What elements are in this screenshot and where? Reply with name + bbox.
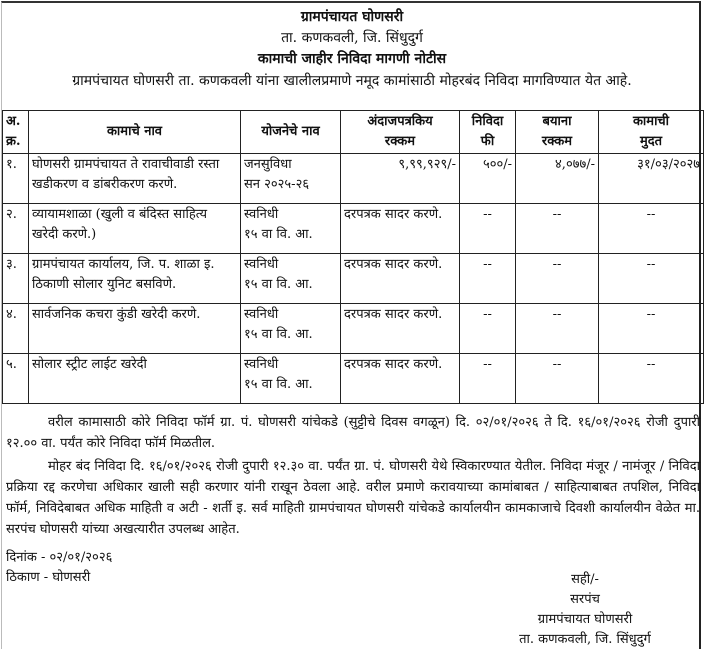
notice-intro: ग्रामपंचायत घोणसरी ता. कणकवली यांना खालीलप्रमाणे नमूद कामांसाठी मोहरबंद निविदा मागविण्यात येत आहे.: [72, 73, 632, 89]
notice-place: ठिकाण - घोणसरी: [6, 570, 91, 585]
designation: सरपंच: [570, 592, 600, 607]
table-row: [3, 254, 704, 304]
signature: सही/-: [571, 572, 599, 587]
works-table: [2, 110, 704, 404]
cell-scheme: जनसुविधा सन २०२५-२६: [241, 154, 341, 204]
cell-work: सोलार स्ट्रीट लाईट खरेदी: [29, 354, 241, 404]
col-header-deposit: बयाना रक्कम: [516, 111, 599, 154]
col-header-fee: निविदा फी: [460, 111, 516, 154]
cell-scheme: स्वनिधी १५ वा वि. आ.: [241, 204, 341, 254]
cell-deposit: ४,०७७/-: [516, 154, 599, 204]
cell-fee: --: [460, 254, 516, 304]
cell-duration: --: [599, 204, 704, 254]
cell-estimate: दरपत्रक सादर करणे.: [341, 354, 460, 404]
notice-title: कामाची जाहीर निविदा मागणी नोटीस: [257, 51, 447, 67]
cell-work: ग्रामपंचायत कार्यालय, जि. प. शाळा इ. ठिकाणी सोलार युनिट बसविणे.: [29, 254, 241, 304]
signatory-org: ग्रामपंचायत घोणसरी: [537, 612, 633, 627]
org-name: ग्रामपंचायत घोणसरी: [300, 9, 404, 25]
form-availability-paragraph: वरील कामासाठी कोरे निविदा फॉर्म ग्रा. पं. घोणसरी यांचेकडे (सुट्टीचे दिवस वगळून) दि. ०२/०१/२०२६ ते दि. १६/०१/२०२६ रोजी दुपारी १२.०० वा. पर्यंत कोरे निविदा फॉर्म मिळतील.: [6, 415, 700, 451]
table-row: [3, 154, 704, 204]
table-row: [3, 304, 704, 354]
cell-sr: ५.: [3, 354, 29, 404]
cell-work: सार्वजनिक कचरा कुंडी खरेदी करणे.: [29, 304, 241, 354]
cell-sr: १.: [3, 154, 29, 204]
cell-duration: --: [599, 304, 704, 354]
cell-scheme: स्वनिधी १५ वा वि. आ.: [241, 354, 341, 404]
submission-terms-paragraph: मोहर बंद निविदा दि. १६/०१/२०२६ रोजी दुपारी १२.३० वा. पर्यंत ग्रा. पं. घोणसरी येथे स्विकारण्यात येतील. निविदा मंजूर / नामंजूर / निविदा प्रक्रिया रद्द करणेचा अधिकार खाली सही करणार यांनी राखून ठेवला आहे. वरील प्रमाणे करावयाच्या कामांबाबत / साहित्याबाबत तपशिल, निविदा फॉर्म, निविदेबाबत अधिक माहिती व अटी - शर्ती इ. सर्व माहिती ग्रामपंचायत घोणसरी यांचेकडे कार्यालयीन कामकाजाचे दिवशी कार्यालयीन वेळेत मा. सरपंच घोणसरी यांच्या अखत्यारीत उपलब्ध आहेत.: [6, 459, 700, 537]
cell-deposit: --: [516, 354, 599, 404]
cell-sr: ४.: [3, 304, 29, 354]
table-row: [3, 354, 704, 404]
date-place-block: [6, 548, 112, 588]
cell-sr: २.: [3, 204, 29, 254]
cell-sr: ३.: [3, 254, 29, 304]
cell-fee: ५००/-: [460, 154, 516, 204]
org-location: ता. कणकवली, जि. सिंधुदुर्ग: [281, 30, 423, 46]
cell-fee: --: [460, 204, 516, 254]
cell-scheme: स्वनिधी १५ वा वि. आ.: [241, 254, 341, 304]
table-header-row: [3, 111, 704, 154]
cell-deposit: --: [516, 204, 599, 254]
notice-header: [2, 7, 702, 92]
col-header-work-name: कामाचे नाव: [29, 111, 241, 154]
cell-scheme: स्वनिधी १५ वा वि. आ.: [241, 304, 341, 354]
signatory-location: ता. कणकवली, जि. सिंधुदुर्ग: [519, 632, 651, 647]
cell-deposit: --: [516, 254, 599, 304]
cell-estimate: दरपत्रक सादर करणे.: [341, 254, 460, 304]
cell-fee: --: [460, 354, 516, 404]
col-header-estimate: अंदाजपत्रकिय रक्कम: [341, 111, 460, 154]
cell-fee: --: [460, 304, 516, 354]
col-header-scheme-name: योजनेचे नाव: [241, 111, 341, 154]
cell-work: घोणसरी ग्रामपंचायत ते रावाचीवाडी रस्ता खडीकरण व डांबरीकरण करणे.: [29, 154, 241, 204]
cell-estimate: दरपत्रक सादर करणे.: [341, 204, 460, 254]
col-header-duration: कामाची मुदत: [599, 111, 704, 154]
cell-estimate: ९,९९,९२९/-: [341, 154, 460, 204]
cell-duration: --: [599, 254, 704, 304]
notice-date: दिनांक - ०२/०१/२०२६: [6, 550, 113, 565]
cell-work: व्यायामशाळा (खुली व बंदिस्त साहित्य खरेदी करणे.): [29, 204, 241, 254]
cell-estimate: दरपत्रक सादर करणे.: [341, 304, 460, 354]
signature-block: [475, 570, 695, 650]
notice-frame: [1, 1, 701, 649]
cell-deposit: --: [516, 304, 599, 354]
col-header-sr: अ. क्र.: [3, 111, 29, 154]
cell-duration: ३१/०३/२०२७: [599, 154, 704, 204]
cell-duration: --: [599, 354, 704, 404]
table-row: [3, 204, 704, 254]
